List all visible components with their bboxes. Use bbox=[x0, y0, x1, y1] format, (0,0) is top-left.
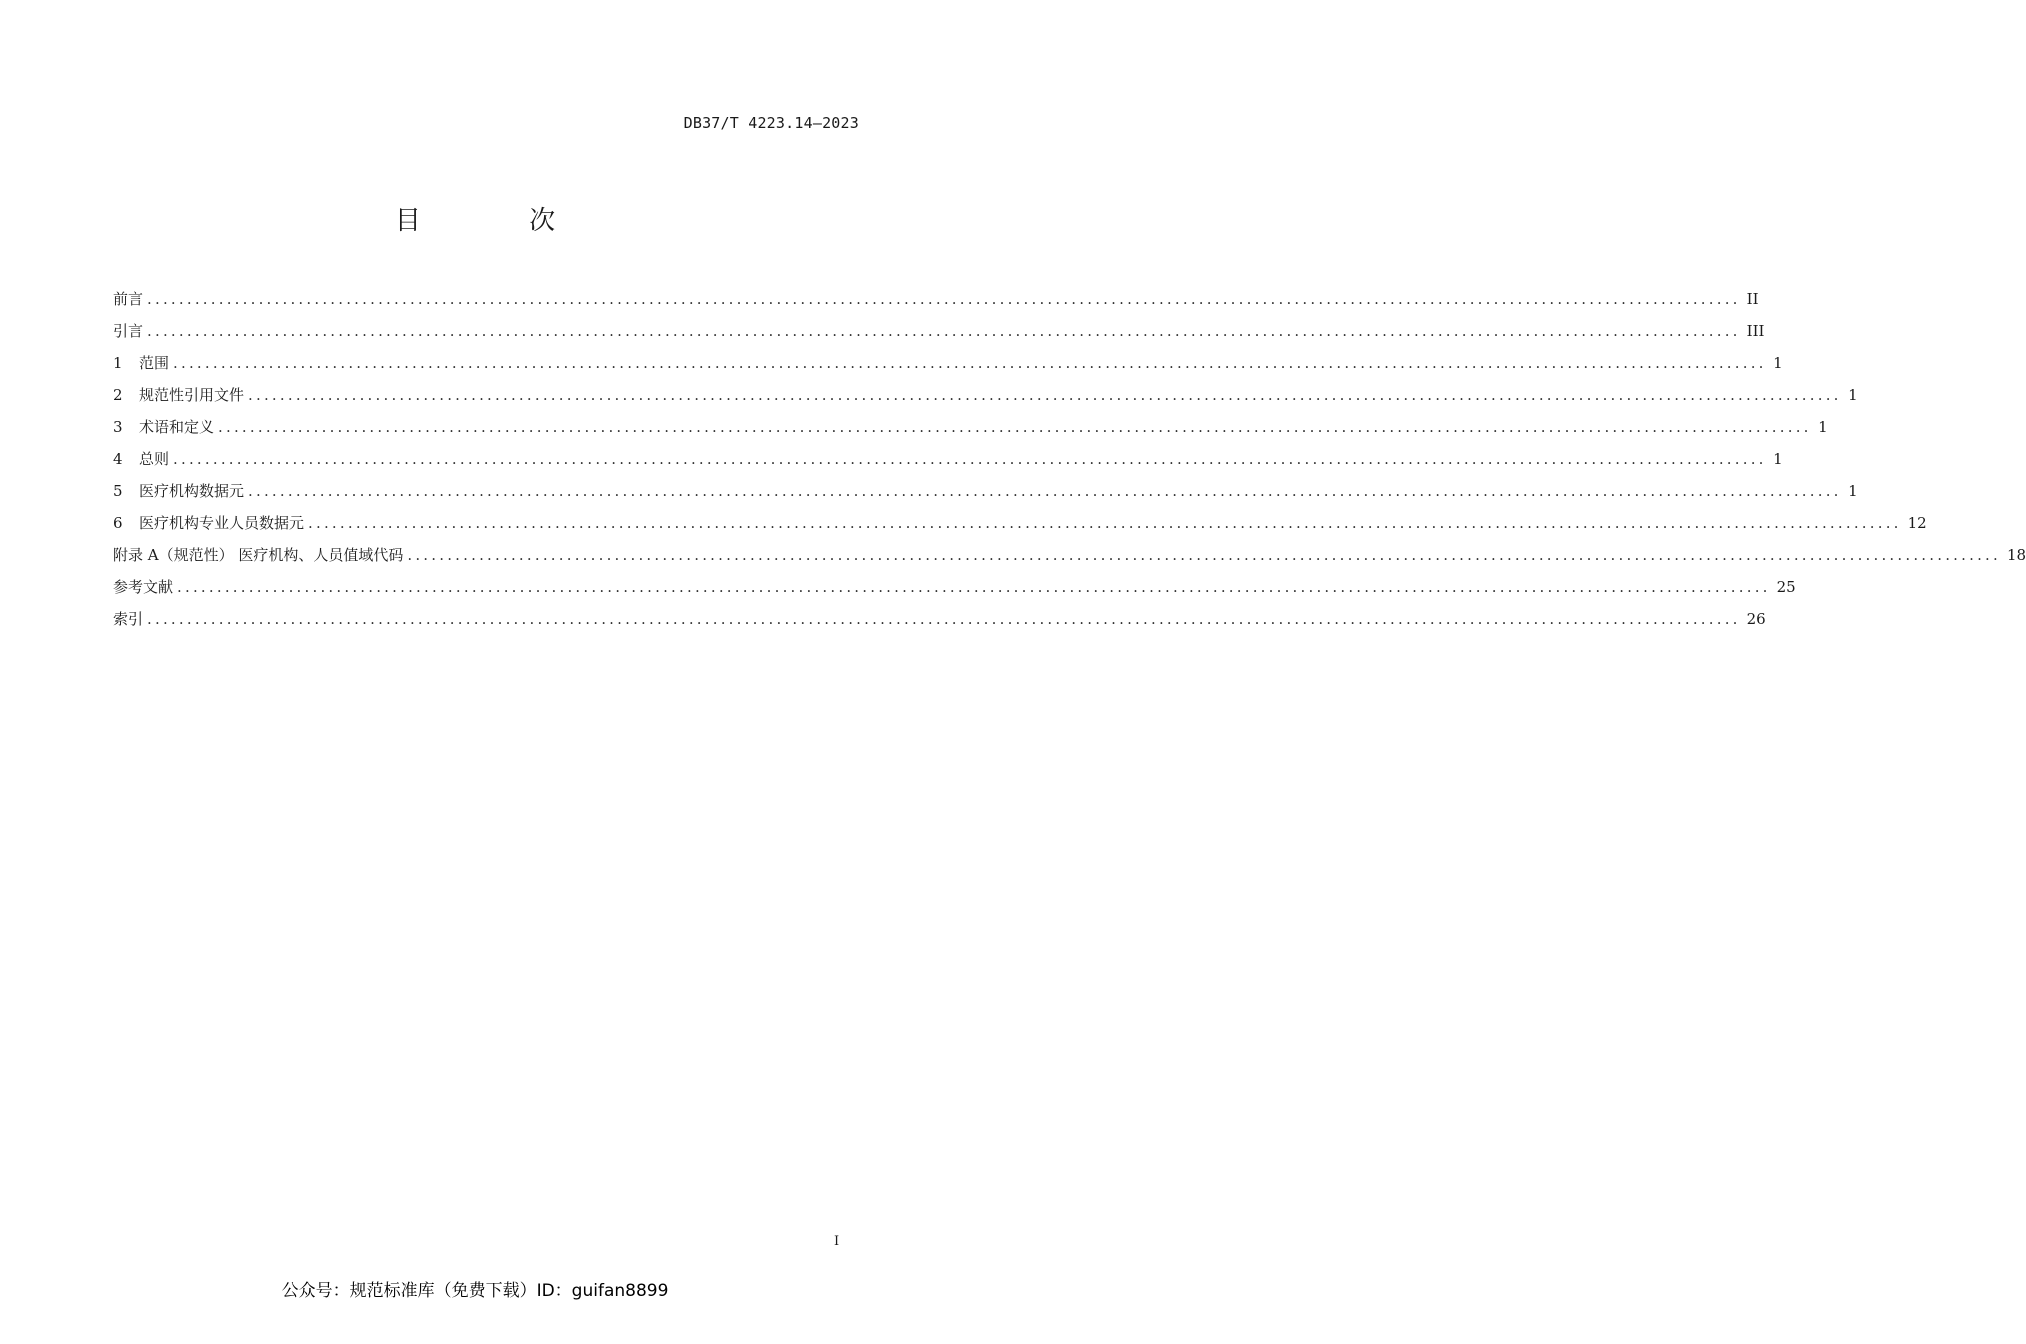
toc-dot-leader: ........................................................................................................................................................................................................ bbox=[147, 610, 1741, 628]
toc-entry[interactable] bbox=[113, 443, 1783, 475]
toc-entry[interactable] bbox=[113, 475, 1858, 507]
toc-entry-page: 1 bbox=[1848, 386, 1858, 404]
page-number: I bbox=[834, 1234, 840, 1249]
toc-entry[interactable] bbox=[113, 347, 1783, 379]
toc-entry-page: 12 bbox=[1907, 514, 1927, 532]
toc-entry[interactable] bbox=[113, 507, 1927, 539]
toc-dot-leader: ........................................................................................................................................................................................................ bbox=[147, 290, 1741, 308]
toc-entry-label: 附录 A（规范性） 医疗机构、人员值域代码 bbox=[113, 546, 404, 564]
page-title: 目 次 bbox=[394, 206, 606, 236]
toc-entry[interactable] bbox=[113, 315, 1765, 347]
toc-entry-number: 3 bbox=[113, 418, 123, 436]
standard-code: DB37/T 4223.14—2023 bbox=[683, 114, 859, 132]
toc-dot-leader: ........................................................................................................................................................................................................ bbox=[248, 482, 1842, 500]
toc-entry-label: 术语和定义 bbox=[139, 418, 215, 436]
toc-dot-leader: ........................................................................................................................................................................................................ bbox=[173, 450, 1767, 468]
toc-entry-number: 6 bbox=[113, 514, 123, 532]
toc-entry-label: 范围 bbox=[139, 354, 170, 372]
toc-entry-page: 1 bbox=[1848, 482, 1858, 500]
toc-entry-label: 规范性引用文件 bbox=[139, 386, 245, 404]
toc-entry-page: 1 bbox=[1818, 418, 1828, 436]
toc-entry[interactable] bbox=[113, 283, 1759, 315]
footer-watermark-text: 公众号：规范标准库（免费下载）ID：guifan8899 bbox=[281, 1281, 669, 1301]
toc-dot-leader: ........................................................................................................................................................................................................ bbox=[177, 578, 1771, 596]
toc-entry-number: 4 bbox=[113, 450, 123, 468]
toc-entry-label: 医疗机构数据元 bbox=[139, 482, 245, 500]
toc-entry-page: 25 bbox=[1776, 578, 1796, 596]
toc-entry-label: 总则 bbox=[139, 450, 170, 468]
toc-entry-label: 前言 bbox=[113, 290, 144, 308]
toc-entry-page: II bbox=[1746, 290, 1759, 308]
toc-dot-leader: ........................................................................................................................................................................................................ bbox=[218, 418, 1812, 436]
toc-entry-number: 5 bbox=[113, 482, 123, 500]
toc-dot-leader: ........................................................................................................................................................................................................ bbox=[308, 514, 1902, 532]
toc-entry[interactable] bbox=[113, 379, 1858, 411]
toc-entry[interactable] bbox=[113, 539, 2026, 571]
toc-dot-leader: ........................................................................................................................................................................................................ bbox=[407, 546, 2001, 564]
toc-entry[interactable] bbox=[113, 411, 1828, 443]
toc-dot-leader: ........................................................................................................................................................................................................ bbox=[147, 322, 1741, 340]
toc-dot-leader: ........................................................................................................................................................................................................ bbox=[173, 354, 1767, 372]
toc-entry-label: 参考文献 bbox=[113, 578, 174, 596]
toc-entry-number: 2 bbox=[113, 386, 123, 404]
toc-entry-label: 医疗机构专业人员数据元 bbox=[139, 514, 305, 532]
toc-entry-number: 1 bbox=[113, 354, 123, 372]
toc-entry[interactable] bbox=[113, 603, 1766, 635]
toc-entry-page: 26 bbox=[1746, 610, 1766, 628]
toc-entry-page: III bbox=[1746, 322, 1765, 340]
toc-entry-page: 1 bbox=[1773, 450, 1783, 468]
toc-entry-page: 1 bbox=[1773, 354, 1783, 372]
toc-entry[interactable] bbox=[113, 571, 1796, 603]
toc-entry-label: 引言 bbox=[113, 322, 144, 340]
toc-entry-label: 索引 bbox=[113, 610, 144, 628]
toc-dot-leader: ........................................................................................................................................................................................................ bbox=[248, 386, 1842, 404]
table-of-contents bbox=[113, 283, 2026, 635]
toc-entry-page: 18 bbox=[2007, 546, 2026, 564]
